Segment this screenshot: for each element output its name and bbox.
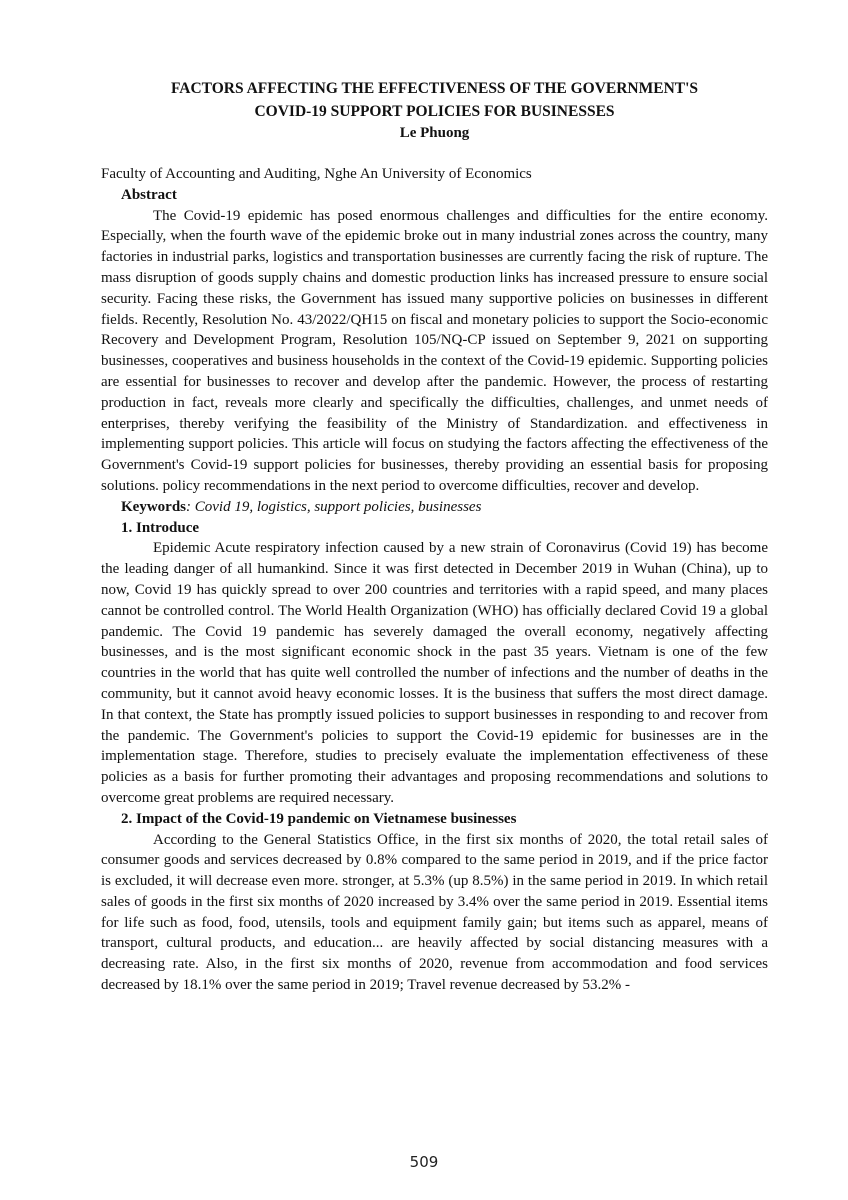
abstract-heading: Abstract (121, 186, 177, 203)
page-number: 509 (409, 1153, 439, 1171)
author-name: Le Phuong (399, 125, 470, 141)
author-affiliation: Faculty of Accounting and Auditing, Nghe An University of Economics (101, 166, 532, 182)
keywords-label: Keywords (121, 498, 186, 515)
keywords (101, 497, 768, 518)
paper-title-line-2: COVID-19 SUPPORT POLICIES FOR BUSINESSES (254, 102, 615, 120)
abstract-text: The Covid-19 epidemic has posed enormous challenges and difficulties for the entire economy. Especially, when the fourth wave of the epidemic broke out in many industrial zones across the country, many factories in industrial parks, logistics and transportation businesses are currently facing the risk of rupture. The mass disruption of goods supply chains and domestic production links has increased pressure to ensure social security. Facing these risks, the Government has issued many supportive policies on businesses in different fields. Recently, Resolution No. 43/2022/QH15 on fiscal and monetary policies to support the Socio-economic Recovery and Development Program, Resolution 105/NQ-CP issued on September 9, 2021 on supporting businesses, cooperatives and business households in the context of the Covid-19 epidemic. Supporting policies are essential for businesses to recover and develop after the pandemic. However, the process of restarting production in fact, reveals more clearly and specifically the difficulties, challenges, and unmet needs of enterprises, thereby verifying the feasibility of the Ministry of Standardization. and effectiveness in implementing support policies. This article will focus on studying the factors affecting the effectiveness of the Government's Covid-19 support policies for businesses, thereby providing an essential basis for proposing solutions. policy recommendations in the next period to overcome difficulties, recover and develop. (101, 207, 768, 494)
paper-page (101, 78, 768, 996)
section-2-heading: 2. Impact of the Covid-19 pandemic on Vietnamese businesses (121, 810, 517, 827)
paper-title-line-1: FACTORS AFFECTING THE EFFECTIVENESS OF THE GOVERNMENT'S (170, 80, 699, 97)
keywords-list: : Covid 19, logistics, support policies, businesses (186, 498, 482, 515)
section-2-text: According to the General Statistics Office, in the first six months of 2020, the total retail sales of consumer goods and services decreased by 0.8% compared to the same period in 2019, and if the price factor is excluded, it will decrease even more. stronger, at 5.3% (up 8.5%) in the same period in 2019. In which retail sales of goods in the first six months of 2020 increased by 3.4% over the same period in 2019. Essential items for life such as food, food, utensils, tools and equipment family gain; but items such as apparel, means of transport, cultural products, and education... are heavily affected by social distancing measures with a decreasing rate. Also, in the first six months of 2020, revenue from accommodation and food services decreased by 18.1% over the same period in 2019; Travel revenue decreased by 53.2% - (101, 831, 768, 994)
section-1-text: Epidemic Acute respiratory infection caused by a new strain of Coronavirus (Covid 19) has become the leading danger of all humankind. Since it was first detected in December 2019 in Wuhan (China), up to now, Covid 19 has quickly spread to over 200 countries and territories with a rapid speed, and many places cannot be controlled control. The World Health Organization (WHO) has officially declared Covid 19 a global pandemic. The Covid 19 pandemic has severely damaged the overall economy, negatively affecting businesses, and is the most significant economic shock in the past 35 years. Vietnam is one of the few countries in the world that has quite well controlled the number of infections and the number of deaths in the community, but it cannot avoid heavy economic losses. It is the business that suffers the most direct damage. In that context, the State has promptly issued policies to support businesses in responding to and recover from the pandemic. The Government's policies to support the Covid-19 epidemic for businesses are in the implementation stage. Therefore, studies to precisely evaluate the implementation effectiveness of these policies as a basis for further promoting their advantages and proposing recommendations and solutions to overcome great problems are required necessary. (101, 540, 768, 806)
section-1-heading: 1. Introduce (121, 519, 200, 536)
